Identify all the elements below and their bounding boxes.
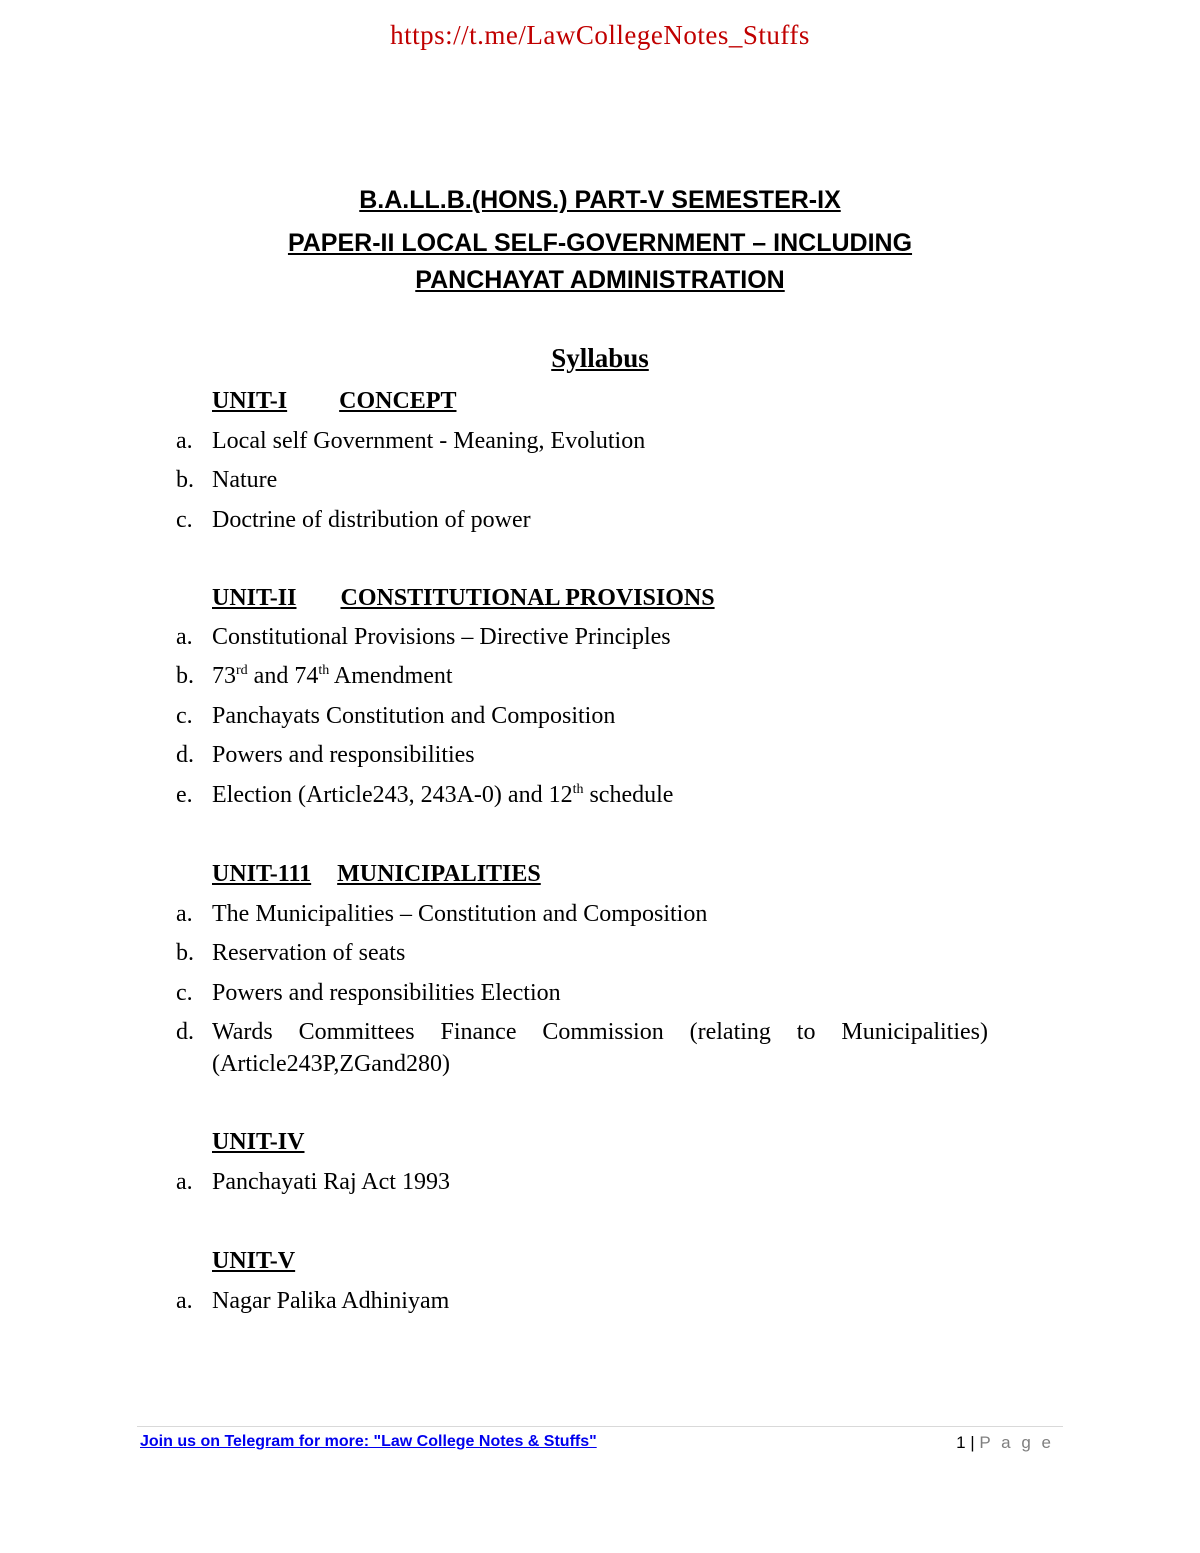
- item-letter: b.: [176, 940, 194, 966]
- item-letter: c.: [176, 980, 193, 1006]
- item-letter: d.: [176, 1019, 194, 1045]
- list-item: [176, 1288, 449, 1315]
- item-text: Election (Article243, 243A-0) and 12th schedule: [212, 782, 674, 808]
- page-number: [956, 1433, 1054, 1453]
- unit-name: MUNICIPALITIES: [337, 861, 541, 887]
- item-text: Doctrine of distribution of power: [212, 507, 531, 533]
- unit-heading: [212, 388, 456, 415]
- item-letter: b.: [176, 467, 194, 493]
- item-text: Reservation of seats: [212, 940, 406, 966]
- list-item: [176, 428, 645, 455]
- item-text: The Municipalities – Constitution and Composition: [212, 901, 708, 927]
- item-letter: b.: [176, 663, 194, 689]
- item-text: Panchayats Constitution and Composition: [212, 703, 616, 729]
- telegram-footer-link[interactable]: Join us on Telegram for more: "Law College Notes & Stuffs": [140, 1433, 597, 1450]
- item-text: Wards Committees Finance Commission (relating to Municipalities) (Article243P,ZGand280): [212, 1019, 988, 1077]
- unit-heading: [212, 1129, 304, 1156]
- paper-title: PAPER-II LOCAL SELF-GOVERNMENT – INCLUDING: [287, 229, 913, 257]
- item-text: Powers and responsibilities Election: [212, 980, 561, 1006]
- item-letter: d.: [176, 742, 194, 768]
- item-letter: a.: [176, 1169, 193, 1195]
- telegram-url-header[interactable]: https://t.me/LawCollegeNotes_Stuffs: [390, 20, 810, 50]
- list-item: [176, 1169, 450, 1196]
- item-text: Nagar Palika Adhiniyam: [212, 1288, 450, 1314]
- unit-number: UNIT-IV: [212, 1129, 305, 1155]
- item-letter: a.: [176, 428, 193, 454]
- item-text: Nature: [212, 467, 278, 493]
- unit-heading: [212, 861, 541, 888]
- item-text: Panchayati Raj Act 1993: [212, 1169, 450, 1195]
- page-separator: |: [970, 1433, 975, 1452]
- list-item: [176, 980, 561, 1007]
- item-letter: c.: [176, 507, 193, 533]
- unit-heading: [212, 585, 715, 612]
- list-item: [176, 742, 475, 769]
- list-item: [176, 901, 707, 928]
- paper-subtitle: PANCHAYAT ADMINISTRATION: [415, 266, 785, 294]
- unit-number: UNIT-111: [212, 861, 312, 887]
- list-item: [176, 782, 673, 809]
- page-number-value: 1: [956, 1433, 966, 1452]
- list-item: [176, 703, 615, 730]
- item-text: Local self Government - Meaning, Evolution: [212, 428, 646, 454]
- syllabus-heading: Syllabus: [551, 343, 649, 373]
- item-text: Constitutional Provisions – Directive Principles: [212, 624, 671, 650]
- item-text: 73rd and 74th Amendment: [212, 663, 453, 689]
- unit-name: CONSTITUTIONAL PROVISIONS: [340, 585, 715, 611]
- list-item: [176, 467, 277, 494]
- unit-number: UNIT-V: [212, 1248, 296, 1274]
- footer-divider: [137, 1426, 1063, 1427]
- list-item: [176, 1016, 988, 1080]
- item-text: Powers and responsibilities: [212, 742, 475, 768]
- list-item: [176, 624, 671, 651]
- item-letter: e.: [176, 782, 193, 808]
- unit-name: CONCEPT: [339, 388, 457, 414]
- item-letter: c.: [176, 703, 193, 729]
- item-letter: a.: [176, 901, 193, 927]
- item-letter: a.: [176, 1288, 193, 1314]
- unit-number: UNIT-I: [212, 388, 288, 414]
- item-letter: a.: [176, 624, 193, 650]
- list-item: [176, 940, 405, 967]
- unit-heading: [212, 1248, 295, 1275]
- list-item: [176, 507, 531, 534]
- unit-number: UNIT-II: [212, 585, 297, 611]
- list-item: [176, 663, 453, 690]
- page-word: P a g e: [979, 1433, 1054, 1452]
- course-title: B.A.LL.B.(HONS.) PART-V SEMESTER-IX: [359, 186, 841, 214]
